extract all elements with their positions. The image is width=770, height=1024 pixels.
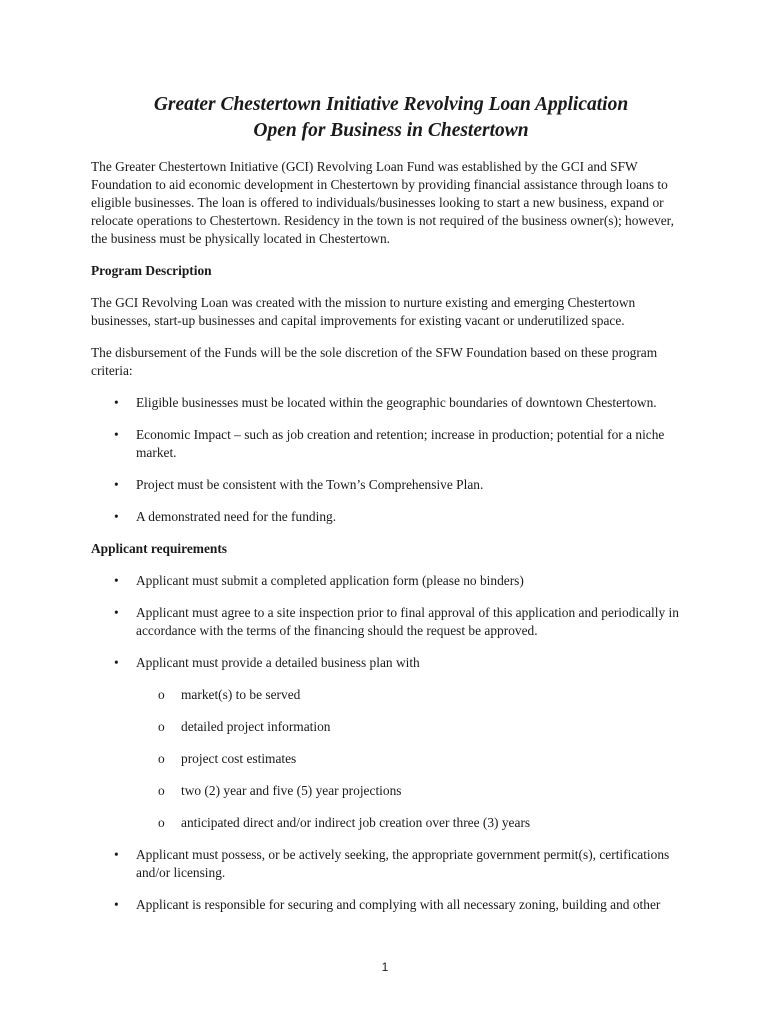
- sub-bullet-marker: o: [158, 751, 165, 766]
- program-description-heading: Program Description: [91, 263, 212, 278]
- intro-paragraph: The Greater Chestertown Initiative (GCI) Revolving Loan Fund was established by the GCI and SFW Foundation to aid economic development in Chestertown by providing financial assistance through loans to eligible businesses. The loan is offered to individuals/businesses looking to start a new business, expand or relocate operations to Chestertown. Residency in the town is not required of the business owner(s); however, the business must be physically located in Chestertown.: [91, 159, 674, 246]
- document-title: [91, 92, 691, 144]
- program-criteria-list: [91, 394, 691, 526]
- criteria-item: • A demonstrated need for the funding.: [114, 509, 337, 524]
- bullet-marker: •: [114, 897, 119, 912]
- business-plan-list: [91, 686, 691, 832]
- bullet-marker: •: [114, 477, 119, 492]
- plan-item: o market(s) to be served: [158, 687, 301, 702]
- bullet-marker: •: [114, 573, 119, 588]
- document-page: [91, 92, 691, 914]
- plan-item: o anticipated direct and/or indirect job creation over three (3) years: [158, 815, 531, 830]
- plan-item: o project cost estimates: [158, 751, 297, 766]
- requirement-item: • Applicant must submit a completed application form (please no binders): [114, 573, 524, 588]
- bullet-marker: •: [114, 427, 119, 442]
- requirement-item: • Applicant must possess, or be actively seeking, the appropriate government permit(s), certifications and/or licensing.: [114, 847, 670, 880]
- program-paragraph-1: The GCI Revolving Loan was created with the mission to nurture existing and emerging Chestertown businesses, start-up businesses and capital improvements for existing vacant or underutilized space.: [91, 295, 636, 328]
- requirement-item: • Applicant must agree to a site inspection prior to final approval of this application and periodically in accordance with the terms of the financing should the request be approved.: [114, 605, 679, 638]
- title-line-2: Open for Business in Chestertown: [253, 120, 529, 141]
- applicant-requirements-heading: Applicant requirements: [91, 541, 228, 556]
- title-line-1: Greater Chestertown Initiative Revolving Loan Application: [153, 94, 629, 115]
- requirement-item: • Applicant is responsible for securing and complying with all necessary zoning, building and other: [114, 897, 661, 912]
- bullet-marker: •: [114, 395, 119, 410]
- sub-bullet-marker: o: [158, 815, 165, 830]
- plan-item: o two (2) year and five (5) year projections: [158, 783, 402, 798]
- page-number: 1: [381, 960, 389, 974]
- program-paragraph-2: The disbursement of the Funds will be the sole discretion of the SFW Foundation based on these program criteria:: [91, 345, 658, 378]
- bullet-marker: •: [114, 655, 119, 670]
- bullet-marker: •: [114, 847, 119, 862]
- criteria-item: • Project must be consistent with the Town’s Comprehensive Plan.: [114, 477, 484, 492]
- sub-bullet-marker: o: [158, 687, 165, 702]
- requirements-list: [91, 572, 691, 914]
- bullet-marker: •: [114, 509, 119, 524]
- criteria-item: • Eligible businesses must be located within the geographic boundaries of downtown Chestertown.: [114, 395, 657, 410]
- sub-bullet-marker: o: [158, 719, 165, 734]
- requirement-item: • Applicant must provide a detailed business plan with o market(s) to be served o detailed project information o project cost estimates o two (2) year and five (5) year projections o anticipated direct and/or indirect job creation over three (3) years: [91, 654, 691, 832]
- plan-item: o detailed project information: [158, 719, 331, 734]
- bullet-marker: •: [114, 605, 119, 620]
- sub-bullet-marker: o: [158, 783, 165, 798]
- criteria-item: • Economic Impact – such as job creation and retention; increase in production; potential for a niche market.: [114, 427, 665, 460]
